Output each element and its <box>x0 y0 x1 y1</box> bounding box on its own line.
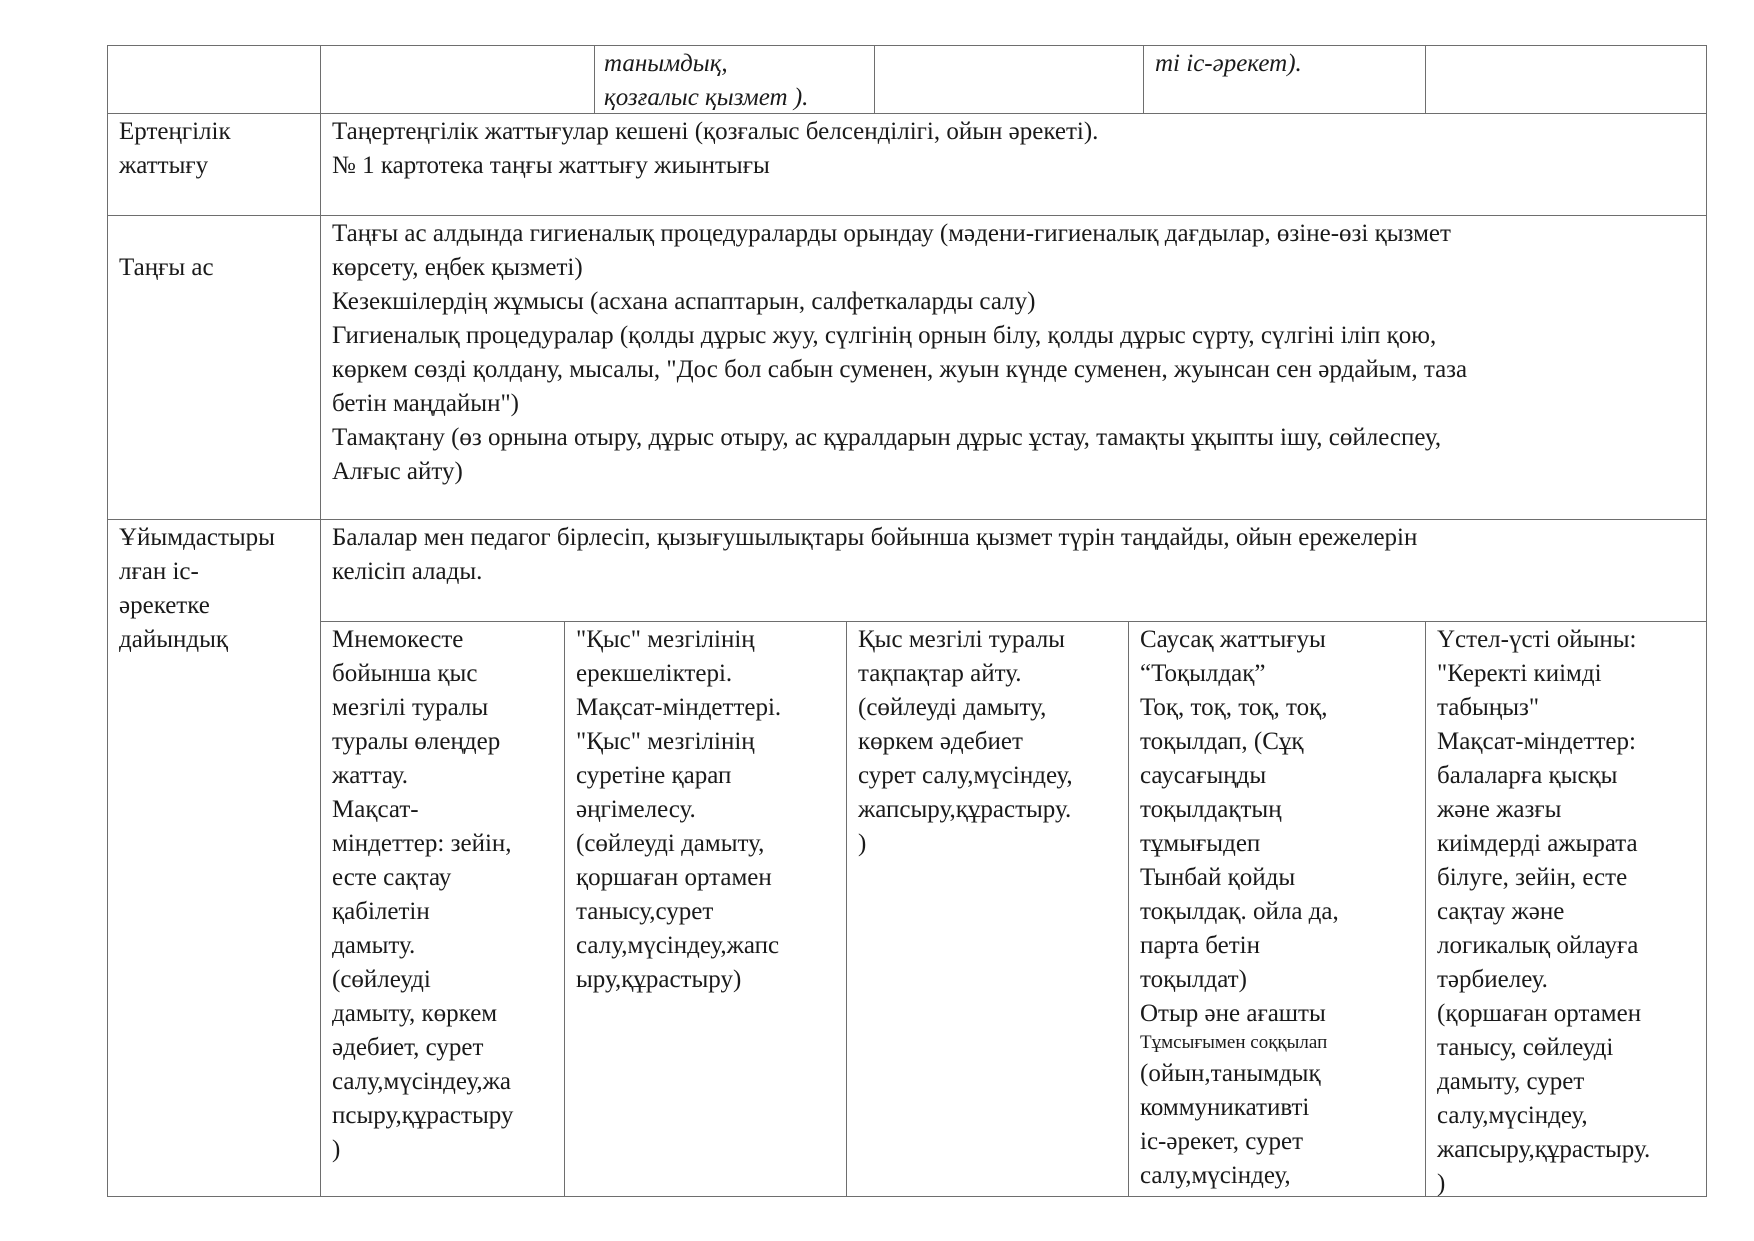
row-divider <box>107 113 1707 114</box>
breakfast-content: Таңғы ас алдында гигиеналық процедураларды орындау (мәдени-гигиеналық дағдылар, өзіне-өзі қызмет көрсету, еңбек қызметі) Кезекшілердің жұмысы (асхана аспаптарын, салфеткаларды салу) Гигиеналық процедуралар (қолды дұрыс жуу, сүлгінің орнын білу, қолды дұрыс сүрту, сүлгіні іліп қою, көркем сөзді қолдану, мысалы, "Дос бол сабын суменен, жуын күнде суменен, жуынсан сен әрдайым, таза бетін маңдайын") Тамақтану (өз орнына отыру, дұрыс отыру, ас құралдарын дұрыс ұстау, тамақты ұқыпты ішу, сөйлеспеу, Алғыс айту) <box>332 220 1468 485</box>
activity-type-cell: танымдық, қозғалыс қызмет ). <box>604 50 809 111</box>
morning-exercise-content: Таңертеңгілік жаттығулар кешені (қозғалыс белсенділігі, ойын әрекеті). № 1 картотека таңғы жаттығу жиынтығы <box>332 118 1099 179</box>
activity-cell-finger-exercise: Саусақ жаттығуы “Тоқылдақ” Тоқ, тоқ, тоқ, тоқ, тоқылдап, (Сұқ саусағыңды тоқылдақтың тұмығыдеп Тынбай қойды тоқылдақ. ойла да, парта бетін тоқылдат) Отыр әне ағашты <box>1140 626 1339 1027</box>
column-divider <box>594 45 595 113</box>
row-label-breakfast: Таңғы ас <box>119 254 214 281</box>
column-divider <box>1425 45 1426 113</box>
row-divider <box>320 621 1707 622</box>
activity-cell-mnemonic: Мнемокесте бойынша қыс мезгілі туралы туралы өлеңдер жаттау. Мақсат- міндеттер: зейін, есте сақтау қабілетін дамыту. (сөйлеуді дамыту, көркем әдебиет, сурет салу,мүсіндеу,жа псыру,құрастыру ) <box>332 626 514 1163</box>
activity-type-cell: ті іс-әрекет). <box>1155 50 1302 77</box>
row-label-morning-exercise: Ертеңгілік жаттығу <box>119 118 231 179</box>
row-label-preparation: Ұйымдастыры лған іс- әрекетке дайындық <box>119 524 275 653</box>
column-divider <box>1143 45 1144 113</box>
activity-cell-winter-features: "Қыс" мезгілінің ерекшеліктері. Мақсат-міндеттері. "Қыс" мезгілінің суретіне қарап әңгімелесу. (сөйлеуді дамыту, қоршаған ортамен танысу,сурет салу,мүсіндеу,жапс ыру,құрастыру) <box>576 626 782 993</box>
activity-cell-winter-poems: Қыс мезгілі туралы тақпақтар айту. (сөйлеуді дамыту, көркем әдебиет сурет салу,мүсіндеу, жапсыру,құрастыру. ) <box>858 626 1073 857</box>
column-divider <box>1128 621 1129 1196</box>
activity-cell-finger-exercise-tail: (ойын,танымдық коммуникативті іс-әрекет, сурет салу,мүсіндеу, <box>1140 1060 1321 1189</box>
column-divider <box>846 621 847 1196</box>
row-divider <box>107 215 1707 216</box>
activity-cell-finger-exercise-line: Тұмсығымен соққылап <box>1140 1032 1328 1053</box>
column-divider <box>320 45 321 1197</box>
table-border-left <box>107 45 108 1197</box>
column-divider <box>564 621 565 1196</box>
table-border-top <box>107 45 1707 46</box>
row-divider <box>107 519 1707 520</box>
table-border-right <box>1706 45 1707 1197</box>
column-divider <box>1425 621 1426 1196</box>
preparation-intro: Балалар мен педагог бірлесіп, қызығушылықтары бойынша қызмет түрін таңдайды, ойын ережелерін келісіп алады. <box>332 524 1418 585</box>
column-divider <box>874 45 875 113</box>
activity-cell-board-game: Үстел-үсті ойыны: "Керекті киімді табыңыз" Мақсат-міндеттер: балаларға қысқы және жазғы киімдерді ажырата білуге, зейін, есте сақтау және логикалық ойлауға тәрбиелеу. (қоршаған ортамен танысу, сөйлеуді дамыту, сурет салу,мүсіндеу, жапсыру,құрастыру. ) <box>1437 626 1651 1197</box>
